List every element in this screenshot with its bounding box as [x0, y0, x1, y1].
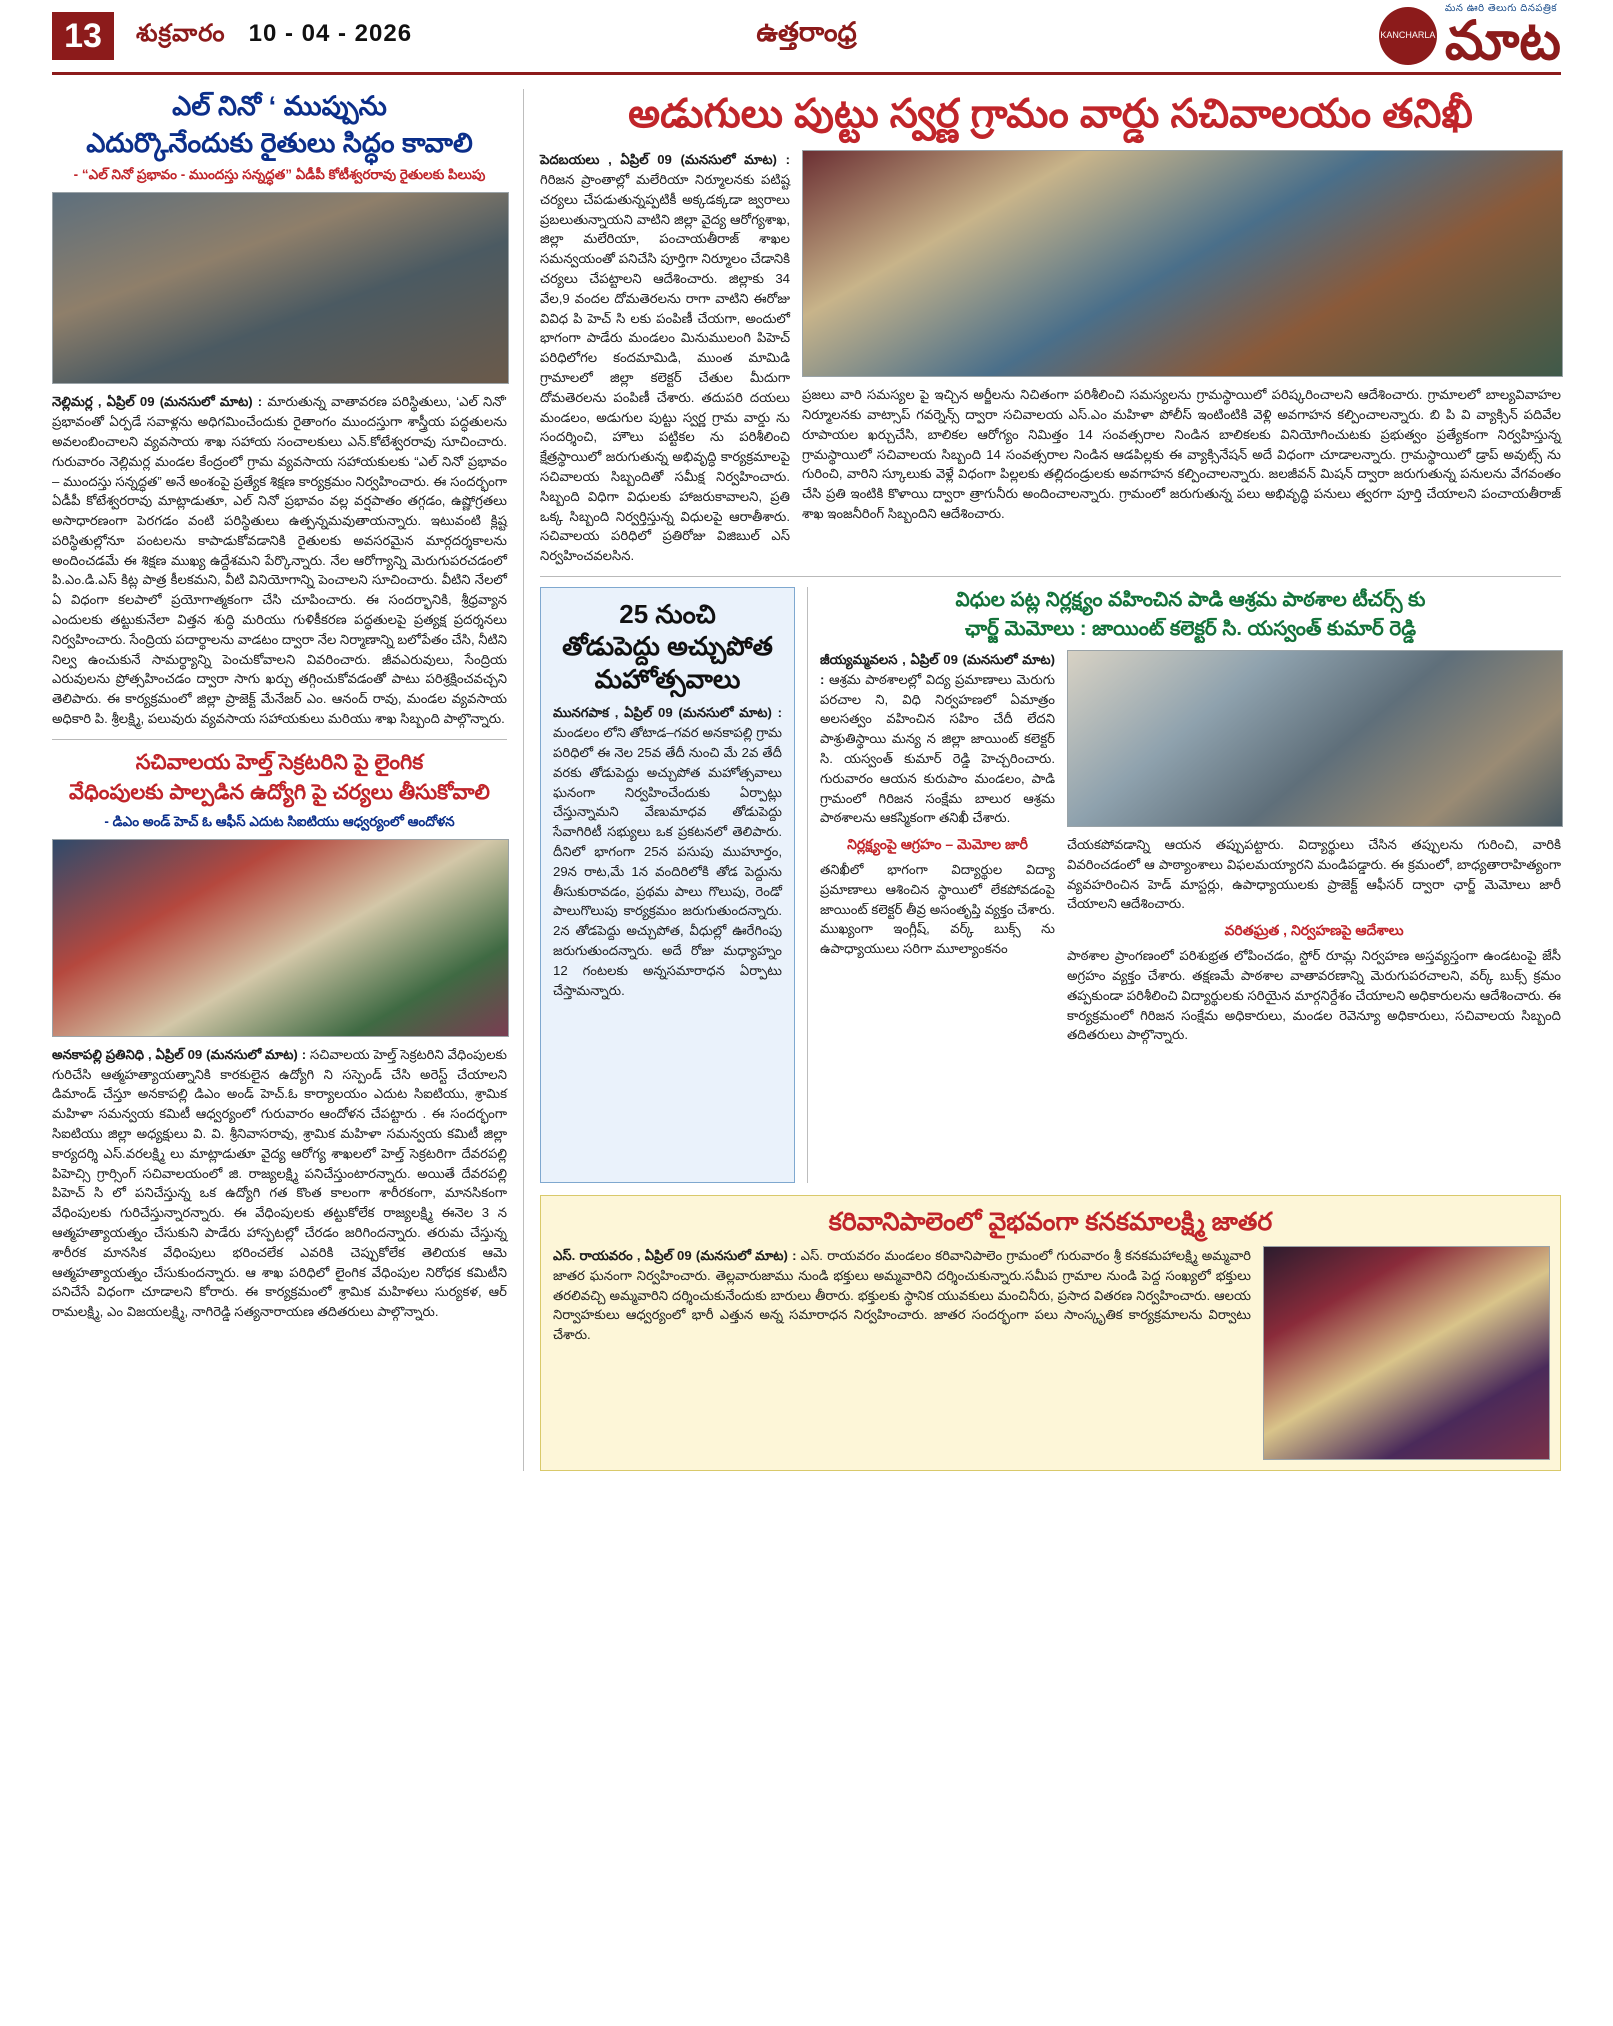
page-number: 13	[52, 12, 114, 60]
main-top-body-col1	[540, 150, 790, 566]
festival-headline-1: 25 నుంచి	[619, 598, 716, 629]
secretariat-body-text: సచివాలయ హెల్త్ సెక్రటరిని వేధింపులకు గురిచేసి ఆత్మహత్యాయత్నానికి కారకులైన ఉద్యోగి ని సస్పెండ్ చేసి అరెస్ట్ చేయాలని డిమాండ్ చేస్తూ అనకాపల్లి డిఎం అండ్ హెచ్.ఓ కార్యాలయం ఎదుట సిఐటియు, శ్రామిక మహిళా సమన్వయ కమిటీ ఆధ్వర్యంలో గురువారం ఆందోళన చేపట్టారు . ఈ సందర్భంగా సిఐటియు జిల్లా అధ్యక్షులు వి. వి. శ్రీనివాసరావు, శ్రామిక మహిళా సమన్వయ కమిటీ జిల్లా కార్యదర్శి ఎస్.వరలక్ష్మి లు మాట్లాడుతూ వైద్య ఆరోగ్య శాఖలలో హెల్త్ సెక్రటరిగా దేవరపల్లి పిహెచ్సి గ్రార్సింగ్ సచివాలయంలో జి. రాజ్యలక్ష్మి పనిచేస్తుంటారన్నారు. అయితే దేవరపల్లి పిహెచ్ సి లో పనిచేస్తున్న ఒక ఉద్యోగి గత కొంత కాలంగా శారీరకంగా, మానసికంగా వేధింపులకు గురిచేస్తున్నారన్నారు. ఈ వేధింపులకు తట్టుకోలేక రాజ్యలక్ష్మి ఈనెల 3 న ఆత్మహత్యాయత్నం చేసుకుని పాడేరు హాస్పటల్లో చేరడం జరిగిందన్నారు. తరుమ చేస్తున్న శారీరక మానసిక వేధింపులు భరించలేక ఎవరికి చెప్పుకోలేక తెలియక ఆమె ఆత్మహత్యాయత్నం చేసుకుందన్నారు. ఆ శాఖ పరిధిలో లైంగిక వేధింపుల నిరోధక కమిటీని పనిచేసే విధంగా చూడాలని కోరారు. ఈ కార్యక్రమంలో శ్రామిక మహిళలు సుర్యకళ, ఆర్ రామలక్ష్మి, ఎం విజయలక్ష్మి, నాగిరెడ్డి సత్యనారాయణ తదితరులు పాల్గొన్నారు.	[52, 1046, 507, 1320]
elnino-photo	[52, 192, 509, 384]
secretariat-body	[52, 1045, 507, 1322]
jc-subhead-1: నిర్లక్ష్యంపై ఆగ్రహం – మెమోల జారీ	[847, 836, 1028, 853]
elnino-dateline: నెల్లిమర్ల , ఏప్రిల్ 09 (మనసులో మాట) :	[52, 394, 263, 410]
festival-body	[553, 703, 782, 1000]
edition-label: ఉత్తరాంధ్ర	[756, 17, 857, 47]
jc-body-text-2: చేయకపోవడాన్ని ఆయన తప్పుపట్టారు. విద్యార్థులు చేసిన తప్పులను గురించి, వారికి వివరించడంలో ఆ పాఠ్యాంశాలు విఫలమయ్యారని మండిపడ్డారు. ఈ క్రమంలో, బాధ్యతారాహిత్యంగా వ్యవహరించిన హెడ్ మాస్టర్లు, ఉపాధ్యాయులకు ప్రాజెక్ట్ ఆఫీసర్ ద్వారా ఛార్జ్ మెమోలు జారీ చేయాలని ఆదేశించారు.	[1067, 836, 1561, 912]
main-top-body-text-1: గిరిజన ప్రాంతాల్లో మలేరియా నిర్మూలనకు పటిష్ట చర్యలు చేపడుతున్నప్పటికీ అక్కడక్కడా జ్వరాలు ప్రబలుతున్నాయని వాటిని జిల్లా వైద్య ఆరోగ్యశాఖ, జిల్లా మలేరియా, పంచాయతీరాజ్ శాఖల సమన్వయంతో పనిచేసి పూర్తిగా నిర్మూలం చేడానికి చర్యలు చేపట్టాలని ఆదేశించారు. జిల్లాకు 34 వేల,9 వందల దోమతెరలను రాగా వాటిని ఈరోజు వివిధ పి హెచ్ సి లకు పంపిణీ చేయగా, అందులో భాగంగా పాడేరు మండలం మినుములంగి పిహెచ్ పరిధిలోగల కందమామిడి, ముంత మామిడి గ్రామాలలో జిల్లా కలెక్టర్ చేతుల మీదుగా దోమతెరలను పంపిణీ చేశారు. తదుపరి దయలు మండలం, అడుగుల పుట్టు స్వర్ణ గ్రామ వార్డు ను సందర్శించి, హౌలు పట్టికల ను పరిశీలించి క్షేత్రస్థాయిలో జరుగుతున్న అభివృద్ధి కార్యక్రమాలపై సచివాలయ సిబ్బందితో సమీక్ష నిర్వహించారు. సిబ్బంది విధిగా విధులకు హాజరుకావాలని, ప్రతి ఒక్క సిబ్బంది నిర్వర్తిస్తున్న విధులపై ఆరాతీశారు. సచివాలయ పరిధిలో ప్రతిరోజు విజిబుల్ ఎస్ నిర్వహించవలసిన.	[540, 171, 790, 564]
jc-subhead-2: వరితఘ్రత , నిర్వహణపై ఆదేశాలు	[1224, 922, 1404, 939]
festival-dateline: మునగపాక , ఏప్రిల్ 09 (మనసులో మాట) :	[553, 705, 782, 721]
jc-dateline: జీయ్యమ్మవలస , ఏప్రిల్ 09 (మనసులో మాట) :	[820, 651, 1055, 687]
secretariat-headline-line1: సచివాలయ హెల్త్ సెక్రటరిని పై లైంగిక	[135, 750, 424, 774]
elnino-headline-line1: ఎల్ నినో ‘ ముప్పును	[172, 91, 387, 121]
masthead	[52, 0, 1561, 75]
jc-headline-line1: విధుల పట్ల నిర్లక్ష్యం వహించిన పాడి ఆశ్రమ పాఠశాల టీచర్స్ కు	[955, 588, 1426, 611]
secretariat-photo	[52, 839, 509, 1037]
logo-title: మాట	[1444, 11, 1561, 71]
secretariat-subheadline: - డిఎం అండ్ హెచ్ ఓ ఆఫీస్ ఎదుట సిఐటియు ఆధ్వర్యంలో ఆందోళన	[104, 813, 455, 829]
logo-tagline: మన ఊరి తెలుగు దినపత్రిక	[1444, 3, 1558, 14]
festival-headline-3: మహోత్సవాలు	[594, 663, 741, 694]
jc-headline-line2: ఛార్జ్ మెమోలు : జాయింట్ కలెక్టర్ సి. యస్వంత్ కుమార్ రెడ్డి	[964, 617, 1417, 640]
elnino-subheadline: - “ఎల్ నినో ప్రభావం - ముందస్తు సన్నద్ధత” ఏడీపీ కోటీశ్వరరావు రైతులకు పిలుపు	[73, 167, 486, 183]
secretariat-dateline: అనకాపల్లి ప్రతినిధి , ఏప్రిల్ 09 (మనసులో మాట) :	[52, 1046, 307, 1062]
left-column	[52, 89, 507, 1471]
jatara-dateline: ఎస్. రాయవరం , ఏప్రిల్ 09 (మనసులో మాట) :	[553, 1247, 797, 1263]
kancharla-seal-icon: KANCHARLA	[1379, 7, 1437, 65]
jc-photo	[1067, 650, 1563, 827]
jatara-headline: కరివానిపాలెంలో వైభవంగా కనకమాలక్ష్మి జాతర	[828, 1207, 1273, 1236]
jc-body-text-1: ఆశ్రమ పాఠశాలల్లో విద్య ప్రమాణాలు మెరుగు పరచాల ని, విధి నిర్వహణలో ఏమాత్రం అలసత్వం వహించిన సహిం చేదీ లేదని పాశ్రుతిస్థాయి మన్య న జిల్లా జాయింట్ కలెక్టర్ సి. యస్వంత్ కుమార్ రెడ్డి హెచ్చరించారు. గురువారం ఆయన కురుపాం మండలం, పాడి గ్రామంలో గిరిజన సంక్షేమ బాలుర ఆశ్రమ పాఠశాలను ఆకస్మికంగా తనిఖీ చేశారు.	[820, 671, 1055, 826]
main-top-article	[540, 150, 1561, 566]
divider	[52, 739, 507, 740]
divider-2	[540, 576, 1561, 577]
column-divider	[523, 89, 524, 1471]
festival-body-text: మండలం లోని తోటాడ–గవర అనకాపల్లి గ్రామ పరిధిలో ఈ నెల 25వ తేదీ నుంచి మే 2వ తేదీ వరకు తోడుపెద్దు అచ్చుపోత మహోత్సవాలు ఘనంగా నిర్వహించేందుకు ఏర్పాట్లు చేస్తున్నామని వేణుమాధవ తోడుపెద్దు సేవాగిరిటీ సభ్యులు ఒక ప్రకటనలో తెలిపారు. దీనిలో భాగంగా 25న పసుపు ముహూర్తం, 29న రాట,మే 1న వందిరిలోకి తోడ పెద్దును తీసుకురావడం, ప్రథమ పాలు గొలుపు, రెండో పాలుగొలుపు కార్యక్రమం జరుగుతుందన్నారు. 2న తోడపెద్దు అచ్చుపోత, వీధుల్లో ఊరేగింపు జరుగుతుందన్నారు. అదే రోజు మధ్యాహ్నం 12 గంటలకు అన్నసమారాధన ఏర్పాటు చేస్తామన్నారు.	[553, 725, 782, 998]
date-label: 10 - 04 - 2026	[248, 19, 413, 47]
main-top-photo	[802, 150, 1563, 377]
column-divider-2	[807, 587, 808, 1183]
logo-wordmark	[1444, 3, 1561, 71]
jc-body-text-1b: తనిఖీలో భాగంగా విద్యార్థుల విద్యా ప్రమాణాలు ఆశించిన స్థాయిలో లేకపోవడంపై జాయింట్ కలెక్టర్ తీవ్ర అసంతృప్తి వ్యక్తం చేశారు. ముఖ్యంగా ఇంగ్లీష్, వర్క్ బుక్స్ ను ఉపాధ్యాయులు సరిగా మూల్యాంకనం	[820, 862, 1055, 957]
jc-body-text-2b: పాఠశాల ప్రాంగణంలో పరిశుభ్రత లోపించడం, స్టోర్ రూమ్ల నిర్వహణ అస్తవ్యస్తంగా ఉండటంపై జేసీ అగ్రహం వ్యక్తం చేశారు. తక్షణమే పాఠశాల వాతావరణాన్ని మెరుగుపరచాలని, వర్క్ బుక్స్ క్రమం తప్పకుండా పరిశీలించి విద్యార్థులకు సరియైన మార్గనిర్దేశం చేయాలని అధికారులను ఆదేశించారు. ఈ కార్యక్రమంలో గిరిజన సంక్షేమ అధికారులు, మండల రెవెన్యూ అధికారులు, సచివాలయ సిబ్బంది తదితరులు పాల్గొన్నారు.	[1067, 948, 1561, 1043]
main-top-headline: అడుగులు పుట్టు స్వర్ణ గ్రామం వార్డు సచివాలయం తనిఖీ	[628, 92, 1473, 136]
main-top-body-col2: ప్రజలు వారి సమస్యల పై ఇచ్చిన అర్జీలను నిచితంగా పరిశీలించి సమస్యలను గ్రామస్థాయిలో పరిష్కరించాలని ఆదేశించారు. గ్రామాలలో బాల్యవివాహల నిర్మూలనకు వాట్సాప్ గవర్నెన్స్ ద్వారా సచివాలయ ఎస్.ఎం మహిళా పోలీస్ ఇంటింటికి వెళ్లి అవగాహన కల్పించాలన్నారు. బి పి వి వ్యాక్సిన్ పదివేల రూపాయల ఖర్చుచేసి, బాలికల ఆరోగ్యం నిమిత్తం 14 సంవత్సరాల నిండిన బాలికలకు వినియోగించుటకు ప్రభుత్వం ప్రత్యేకంగా నిర్వహిస్తున్న గ్రామస్థాయిలో సచివాలయ సిబ్బంది 14 సంవత్సరాల నిండిన ఆడపిల్లకు ఈ వ్యాక్సినేషన్ అదే విధంగా చూడాలన్నారు. గ్రామస్థాయిలో డ్రాప్ అవుట్స్ ను గురించి, వారిని స్కూలుకు వెళ్లే విధంగా పిల్లలకు తల్లిదండ్రులకు అవగాహన కల్పించాలన్నారు. జలజీవన్ మిషన్ ద్వారా జరుగుతున్న పనులను వేగవంతం చేసి ప్రతి ఇంటికి కొళాయి ద్వారా త్రాగునీరు అందించాలన్నారు. గ్రామంలో జరుగుతున్న పలు అభివృద్ధి పనులు త్వరగా పూర్తి చేయాలని పంచాయతీరాజ్ శాఖ ఇంజనీరింగ్ సిబ్బందిని ఆదేశించారు.	[802, 387, 1561, 521]
festival-box	[540, 587, 795, 1183]
jatara-body-text: ఎస్. రాయవరం మండలం కరివానిపాలెం గ్రామంలో గురువారం శ్రీ కనకమహాలక్ష్మి అమ్మవారి జాతర ఘనంగా నిర్వహించారు. తెల్లవారుజాము నుండి భక్తులు అమ్మవారిని దర్శించుకున్నారు.సమీప గ్రామాల నుండి పెద్ద సంఖ్యలో భక్తులు తరలివచ్చి అమ్మవారిని దర్శించుకునేందుకు బారులు తీరారు. భక్తులకు స్థానిక యువకులు మంచినీరు, ప్రసాద వితరణ నిర్వహించారు. ఆలయ నిర్వాహకులు ఆధ్వర్యంలో భారీ ఎత్తున అన్న సమారాధన నిర్వహించారు. జాతర సందర్భంగా పలు సాంస్కృతిక కార్యక్రమాలను విర్వాటు చేశారు.	[553, 1247, 1251, 1343]
elnino-body	[52, 392, 507, 729]
publication-logo	[1379, 3, 1561, 71]
festival-headline-2: తోడుపెద్దు అచ్చుపోత	[562, 631, 773, 662]
secretariat-headline-line2: వేధింపులకు పాల్పడిన ఉద్యోగి పై చర్యలు తీసుకోవాలి	[69, 780, 490, 804]
weekday-label: శుక్రవారం	[136, 19, 226, 47]
jatara-photo	[1263, 1246, 1550, 1460]
jc-body-col1	[820, 650, 1055, 828]
elnino-headline-line2: ఎదుర్కొనేందుకు రైతులు సిద్ధం కావాలి	[86, 127, 473, 158]
elnino-body-text: మారుతున్న వాతావరణ పరిస్థితులు, ‘ఎల్ నినో’ ప్రభావంతో ఏర్పడే సవాళ్లను అధిగమించేందుకు రైతాంగం ముందస్తుగా శాస్త్రీయ పద్ధతులను అవలంబించాలని వ్యవసాయ శాఖ సహాయ సంచాలకులు ఎన్.కోటేశ్వరరావు సూచించారు. గురువారం నెల్లిమర్ల మండల కేంద్రంలో గ్రామ వ్యవసాయ సహాయకులకు “ఎల్ నినో ప్రభావం – ముందస్తు సన్నద్ధత” అనే అంశంపై ప్రత్యేక శిక్షణ కార్యక్రమం నిర్వహించారు. ఈ సందర్భంగా ఏడీపీ కోటేశ్వరరావు మాట్లాడుతూ, ఎల్ నినో ప్రభావం వల్ల వర్షపాతం తగ్గడం, ఉష్ణోగ్రతలు అసాధారణంగా పెరగడం వంటి పరిస్థితులు ఉత్పన్నమవుతాయన్నారు. ఇటువంటి క్లిష్ట పరిస్థితుల్లోనూ పంటలను కాపాడుకోవడానికి రైతులకు అవసరమైన మార్గదర్శకాలను అందించడమే ఈ శిక్షణ ముఖ్య ఉద్దేశమని పేర్కొన్నారు. నేల ఆరోగ్యాన్ని మెరుగుపరచడంలో పి.ఎం.డి.ఎస్ కిట్ల పాత్ర కీలకమని, వీటి వినియోగాన్ని పెంచాలని సూచించారు. వీటిని నేలలో ఏ విధంగా కలపాలో ప్రయోగాత్మకంగా చేసి చూపించారు. ఈ సందర్భానికి, శ్రీధ్రవ్యాన ఎందులకు తట్టుకునేలా విత్తన శుద్ధి మరియు గుళికీకరణ పద్ధతులపై ప్రత్యక్ష ప్రదర్శనలు నిర్వహించారు. సేంద్రియ పదార్థాలను వాడటం ద్వారా నేల నిర్మాణాన్ని బలోపేతం చేసి, నీటిని నిల్వ ఉంచుకునే సామర్థ్యాన్ని పెంచుకోవాలని వివరించారు. జీవఎరువులు, సేంద్రియ ఎరువులను ప్రోత్సహించడం ద్వారా సాగు ఖర్చు తగ్గించుకోవడంతో పాటు పరిశ్రక్షించవచ్చని తెలిపారు. ఈ కార్యక్రమంలో జిల్లా ప్రాజెక్ట్ మేనేజర్ ఎం. ఆనంద్ రావు, మండల వ్యవసాయ అధికారి పి. శ్రీలక్ష్మి, పలువురు వ్యవసాయ సహాయకులు మరియు శాఖ సిబ్బంది పాల్గొన్నారు.	[52, 394, 507, 727]
jatara-body	[553, 1246, 1251, 1345]
jc-article	[820, 587, 1561, 1045]
date-line	[136, 20, 412, 53]
jatara-box	[540, 1195, 1561, 1471]
main-top-dateline: పెదబయలు , ఏప్రిల్ 09 (మనసులో మాట) :	[540, 152, 790, 168]
